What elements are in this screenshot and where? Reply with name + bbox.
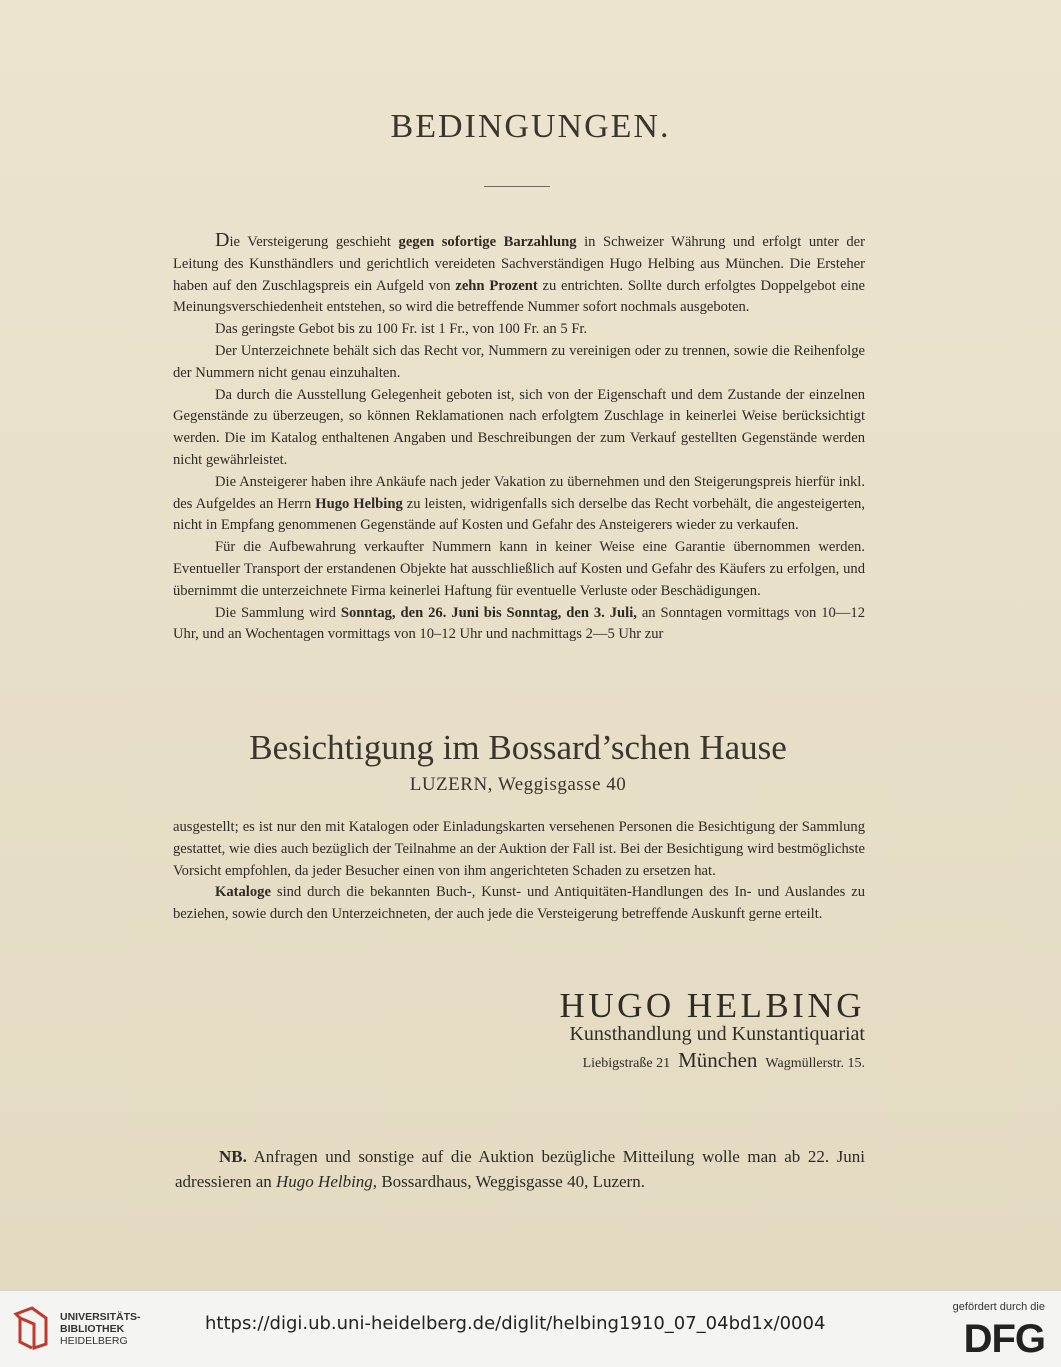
paragraph-7-text-b: an Sonntagen vormittags von 10—12 Uhr, und an Wochentagen vormittags von 10–12 Uhr und nachmittags 2—5 Uhr zur — [173, 604, 865, 643]
nota-bene-text-a: Anfragen und sonstige auf die Auktion bezügliche Mitteilung wolle man ab 22. Juni adressieren an — [175, 1147, 865, 1191]
permalink-url[interactable]: https://digi.ub.uni-heidelberg.de/diglit/helbing1910_07_04bd1x/0004 — [205, 1313, 826, 1334]
viewing-heading: Besichtigung im Bossard’schen Hause — [249, 728, 787, 767]
page-title: BEDINGUNGEN. — [390, 108, 671, 145]
viewing-location: LUZERN, Weggisgasse 40 — [409, 774, 627, 795]
dfg-logo[interactable]: DFG — [963, 1317, 1045, 1361]
nota-bene-text-b: Bossardhaus, Weggisgasse 40, Luzern. — [377, 1172, 645, 1191]
paragraph-4: Da durch die Ausstellung Gelegenheit geboten ist, sich von der Eigenschaft und dem Zustande der einzelnen Gegenstände zu überzeugen, so können Reklamationen nach erfolgtem Zuschlage in keinerlei Weise berücksichtigt werden. Die im Katalog enthaltenen Angaben und Beschreibungen der zum Verkauf gestellten Gegenstände werden nicht gewährleistet. — [173, 386, 865, 468]
firm-city: München — [678, 1048, 758, 1072]
paragraph-9-bold: Kataloge — [215, 884, 271, 901]
paragraph-8: ausgestellt; es ist nur den mit Katalogen oder Einladungskarten versehenen Personen die Besichtigung der Sammlung gestattet, wie dies auch bezüglich der Teilnahme an der Auktion der Fall ist. Bei der Besichtigung wird bestmöglichste Vorsicht empfohlen, da jeder Besucher einen von ihm angerichteten Schaden zu ersetzen hat. — [173, 819, 865, 879]
paragraph-7-bold: Sonntag, den 26. Juni bis Sonntag, den 3. Juli, — [340, 604, 637, 621]
library-name-line-2: BIBLIOTHEK — [60, 1323, 125, 1335]
nota-bene-label: NB. — [219, 1147, 247, 1166]
paragraph-6: Für die Aufbewahrung verkaufter Nummern kann in keiner Weise eine Garantie übernommen werden. Eventueller Transport der erstandenen Objekte hat ausschließlich auf Kosten und Gefahr des Käufers zu erfolgen, und übernimmt die unterzeichnete Firma keinerlei Haftung für eventuelle Verluste oder Beschädigungen. — [173, 539, 865, 599]
paragraph-1 — [173, 230, 865, 319]
paragraph-5-text-b: zu leisten, widrigenfalls sich derselbe das Recht vorbehält, die angesteigerten, nicht in Empfang genommenen Gegenstände auf Kosten und Gefahr des Ansteigerers wieder zu verkaufen. — [173, 495, 865, 534]
paragraph-5 — [173, 472, 865, 537]
paragraph-7-text-a: Die Sammlung wird — [215, 604, 341, 621]
paragraph-5-bold: Hugo Helbing — [315, 495, 403, 512]
paragraph-3: Der Unterzeichnete behält sich das Recht vor, Nummern zu vereinigen oder zu trennen, sowie die Reihenfolge der Nummern nicht genau einzuhalten. — [173, 342, 865, 381]
nota-bene-italic: Hugo Helbing, — [276, 1172, 378, 1191]
paragraph-7 — [173, 603, 865, 647]
paragraph-1-text-c: zu entrichten. Sollte durch erfolgtes Doppelgebot eine Meinungsverschiedenheit entstehen, so wird die betreffende Nummer sofort nochmals ausgeboten. — [173, 277, 865, 316]
library-name — [60, 1311, 141, 1347]
paragraph-1-bold-a: gegen sofortige Barzahlung — [398, 234, 577, 250]
nota-bene-paragraph — [175, 1144, 865, 1194]
nota-bene — [175, 1144, 865, 1194]
firm-subtitle: Kunsthandlung und Kunstantiquariat — [569, 1023, 865, 1045]
firm-street-2: Wagmüllerstr. 15. — [765, 1056, 865, 1071]
paragraph-1-text-a: ie Versteigerung geschieht — [229, 234, 399, 250]
firm-name: HUGO HELBING — [559, 986, 865, 1025]
paragraph-1-bold-b: zehn Prozent — [455, 277, 538, 294]
firm-street-1: Liebigstraße 21 — [582, 1056, 671, 1071]
title-divider — [484, 186, 550, 187]
conditions-body — [173, 230, 865, 646]
funding-caption: gefördert durch die — [952, 1301, 1045, 1313]
university-library-logo-icon[interactable] — [12, 1304, 52, 1350]
paragraph-5-text-a: Die Ansteigerer haben ihre Ankäufe nach jeder Vakation zu übernehmen und den Steigerungspreis hierfür inkl. des Aufgeldes an Herrn — [173, 473, 865, 512]
library-name-line-3: HEIDELBERG — [60, 1335, 128, 1347]
library-name-line-1: UNIVERSITÄTS- — [60, 1311, 141, 1323]
paragraph-1-text-b: in Schweizer Währung und erfolgt unter der Leitung des Kunsthändlers und gerichtlich vereideten Sachverständigen Hugo Helbing aus München. Die Ersteher haben auf den Zuschlagspreis ein Aufgeld von — [173, 234, 865, 294]
paragraph-9-text: sind durch die bekannten Buch-, Kunst- und Antiquitäten-Handlungen des In- und Auslandes zu beziehen, sowie durch den Unterzeichneten, der auch jede die Versteigerung betreffende Auskunft gerne erteilt. — [173, 884, 865, 923]
viewing-body — [173, 817, 865, 926]
viewer-footer — [0, 1290, 1061, 1367]
paragraph-1-initial: D — [215, 229, 230, 251]
firm-address — [583, 1048, 865, 1073]
paragraph-9 — [173, 882, 865, 926]
paragraph-2: Das geringste Gebot bis zu 100 Fr. ist 1 Fr., von 100 Fr. an 5 Fr. — [215, 321, 588, 338]
